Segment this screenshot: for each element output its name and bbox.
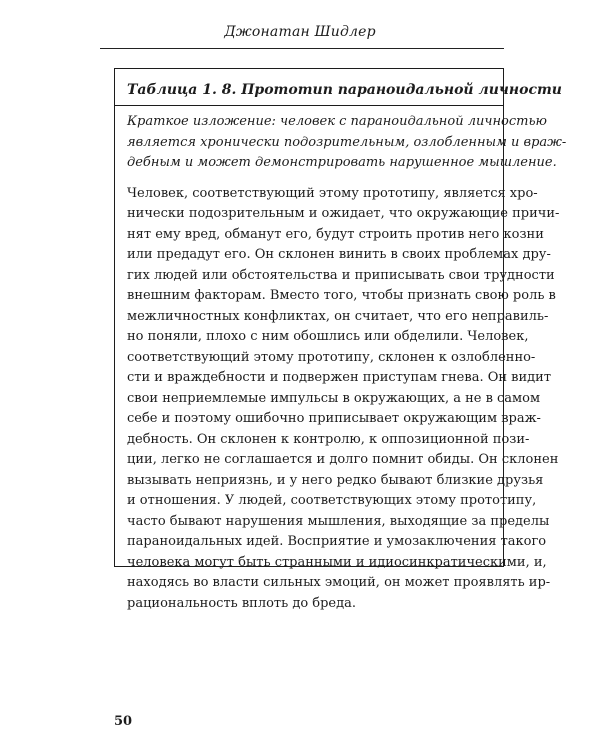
body-line: нически подозрительным и ожидает, что окружающие причи-: [127, 206, 560, 221]
header-rule: [100, 48, 504, 49]
table-title: Таблица 1. 8. Прототип параноидальной личности: [127, 82, 562, 98]
body-line: но поняли, плохо с ним обошлись или обделили. Человек,: [127, 329, 529, 344]
body-line: внешним факторам. Вместо того, чтобы признать свою роль в: [127, 288, 556, 303]
prototype-table-box: [114, 68, 567, 611]
body-line: межличностных конфликтах, он считает, что его неправиль-: [127, 308, 549, 324]
body-line: себе и поэтому ошибочно приписывает окружающим враж-: [127, 411, 541, 426]
body-line: параноидальных идей. Восприятие и умозаключения такого: [127, 534, 547, 549]
page-number: 50: [114, 714, 133, 729]
body-line: рациональность вплоть до бреда.: [127, 595, 357, 611]
summary-line: Краткое изложение: человек с параноидальной личностью: [127, 114, 547, 129]
title-rule: [115, 105, 503, 106]
body-line: соответствующий этому прототипу, склонен к озлобленно-: [127, 349, 536, 365]
body-line: Человек, соответствующий этому прототипу, является хро-: [127, 185, 538, 201]
body-line: дебность. Он склонен к контролю, к оппозиционной пози-: [127, 431, 530, 447]
table-summary: [127, 112, 567, 174]
body-line: ции, легко не соглашается и долго помнит обиды. Он склонен: [127, 452, 559, 467]
body-line: гих людей или обстоятельства и приписывать свои трудности: [127, 267, 555, 283]
body-line: сти и враждебности и подвержен приступам гнева. Он видит: [127, 370, 552, 385]
table-body-text: [127, 184, 560, 615]
body-line: нят ему вред, обманут его, будут строить против него козни: [127, 226, 544, 242]
body-line: вызывать неприязнь, и у него редко бывают близкие друзья: [127, 472, 544, 488]
body-line: свои неприемлемые импульсы в окружающих, а не в самом: [127, 390, 541, 406]
body-line: часто бывают нарушения мышления, выходящие за пределы: [127, 513, 550, 529]
summary-line: является хронически подозрительным, озлобленным и враж-: [127, 134, 567, 150]
body-line: и отношения. У людей, соответствующих этому прототипу,: [127, 493, 537, 508]
summary-line: дебным и может демонстрировать нарушенное мышление.: [127, 155, 557, 170]
body-line: или предадут его. Он склонен винить в своих проблемах дру-: [127, 247, 551, 262]
running-header: Джонатан Шидлер: [224, 24, 376, 40]
body-line: человека могут быть странными и идиосинкратическими, и,: [127, 554, 547, 570]
body-line: находясь во власти сильных эмоций, он может проявлять ир-: [127, 575, 551, 590]
